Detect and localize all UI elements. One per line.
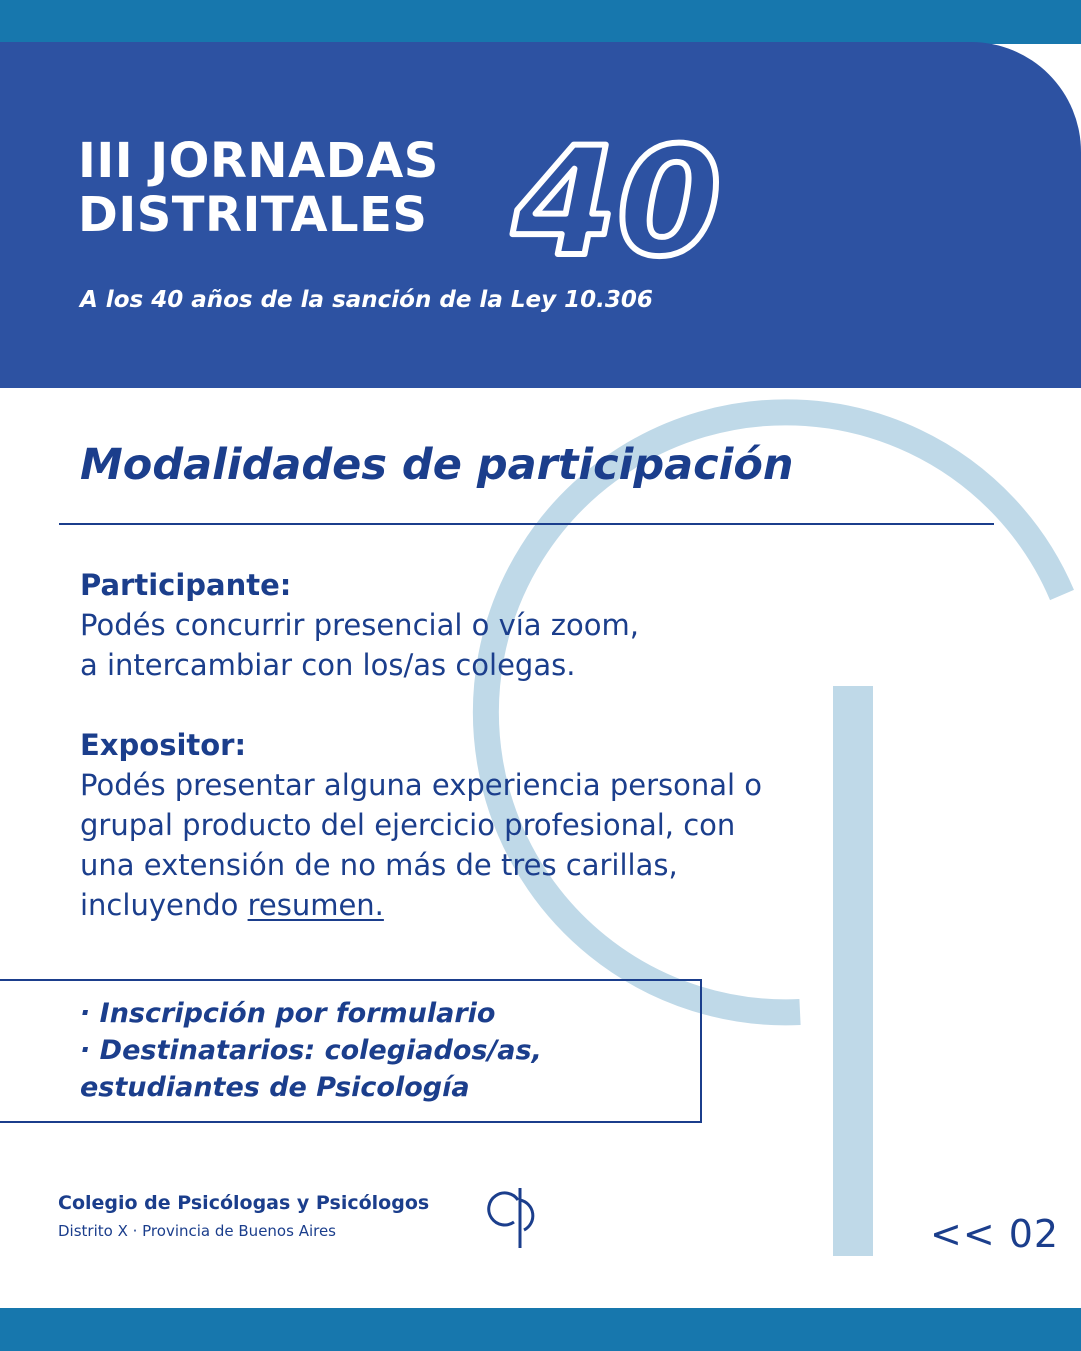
resumen-link[interactable]: resumen.: [247, 888, 384, 922]
info-destinatarios: · Destinatarios: colegiados/as,: [80, 1035, 542, 1066]
participante-line-2: a intercambiar con los/as colegas.: [80, 648, 576, 682]
info-estudiantes: estudiantes de Psicología: [80, 1072, 470, 1103]
page-number: << 02: [930, 1212, 1060, 1256]
expositor-line-3: una extensión de no más de tres carillas,: [80, 848, 678, 882]
bottom-color-strip: [0, 1308, 1081, 1351]
expositor-line-1: Podés presentar alguna experiencia personal o: [80, 768, 763, 802]
expositor-block: [80, 725, 762, 925]
participante-block: [80, 565, 639, 685]
event-subtitle: A los 40 años de la sanción de la Ley 10.306: [80, 287, 653, 313]
org-subtitle: Distrito X · Provincia de Buenos Aires: [58, 1222, 336, 1240]
participante-line-1: Podés concurrir presencial o vía zoom,: [80, 608, 639, 642]
cp-logo-icon: [484, 1186, 554, 1250]
expositor-line-2: grupal producto del ejercicio profesional, con: [80, 808, 736, 842]
section-divider: [59, 523, 994, 525]
expositor-line-4-text: incluyendo: [80, 888, 248, 922]
participante-heading: Participante:: [80, 568, 292, 602]
title-line-1: III JORNADAS: [78, 133, 439, 189]
section-title: Modalidades de participación: [80, 440, 794, 490]
org-name: Colegio de Psicólogas y Psicólogos: [58, 1192, 430, 1214]
expositor-line-4: [80, 885, 762, 925]
expositor-heading: Expositor:: [80, 728, 247, 762]
badge-number: 40: [512, 126, 722, 266]
title-line-2: DISTRITALES: [78, 187, 428, 243]
info-inscripcion: · Inscripción por formulario: [80, 998, 496, 1029]
